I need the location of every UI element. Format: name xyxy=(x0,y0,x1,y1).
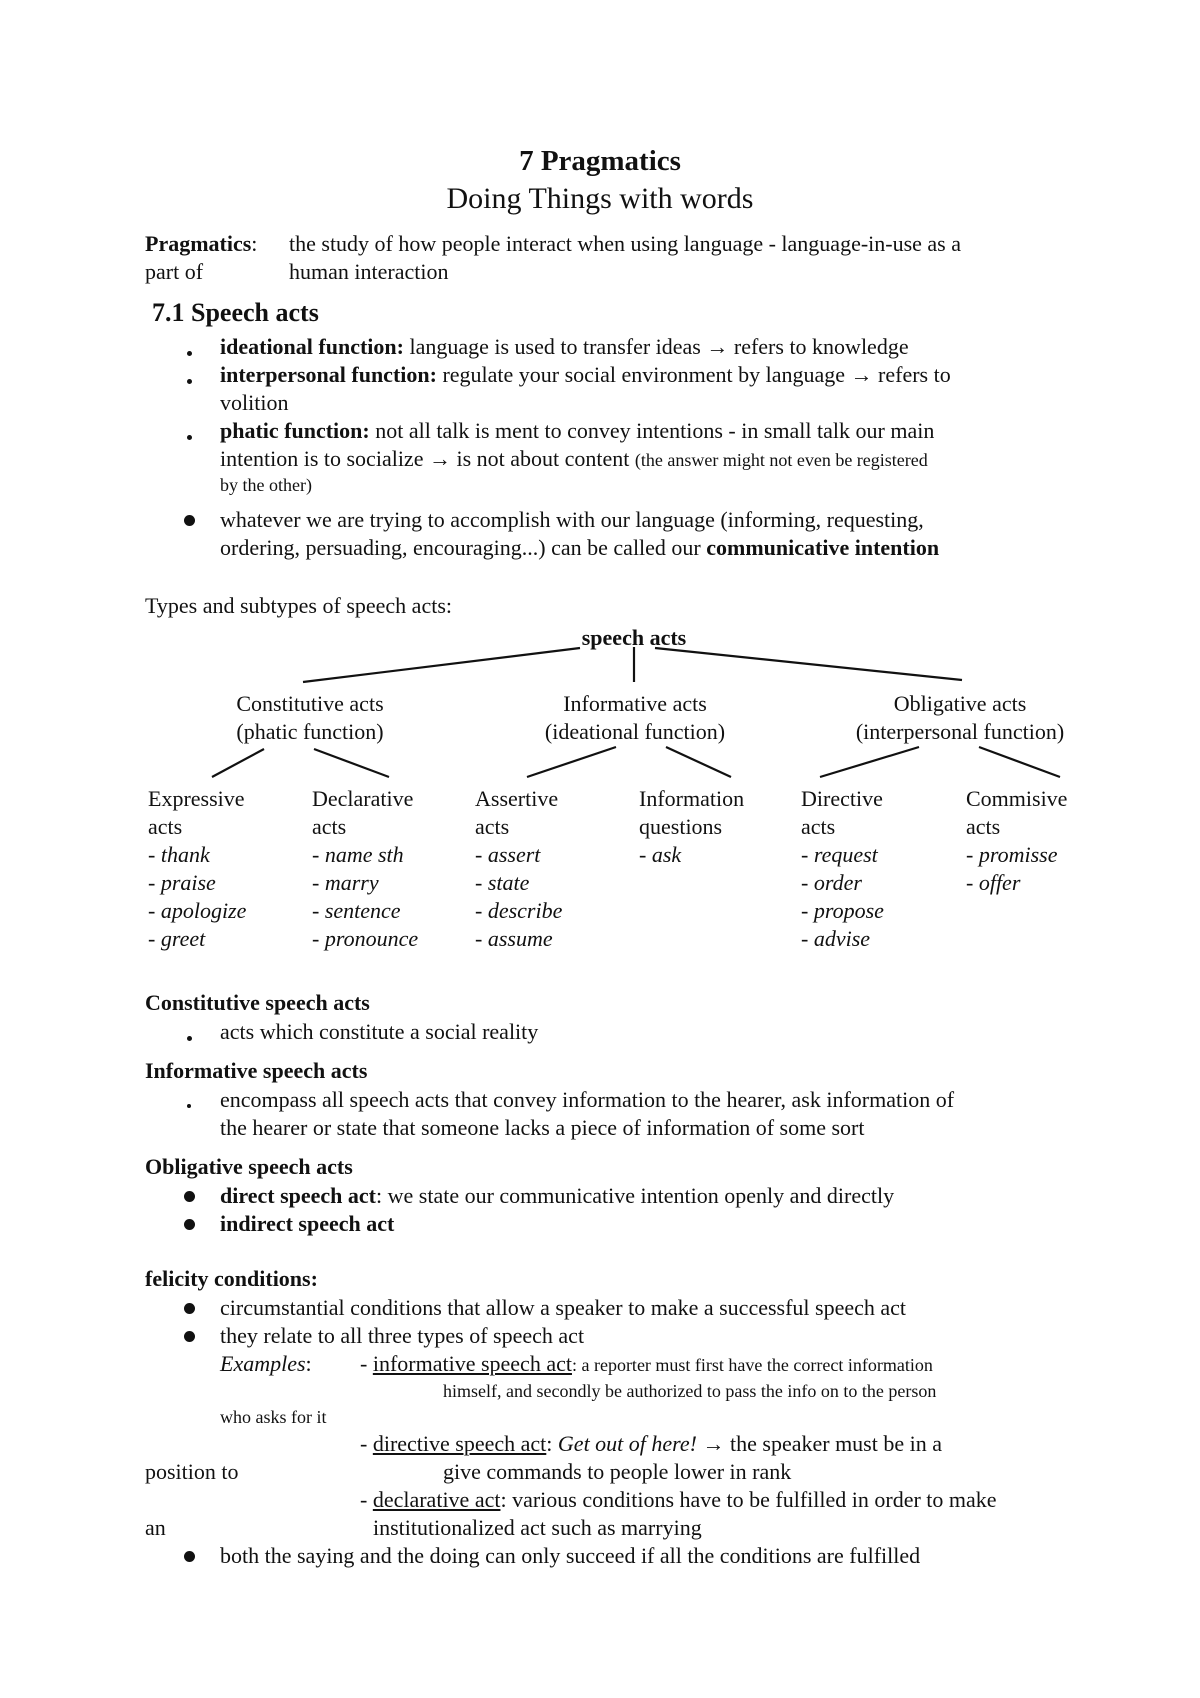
tree-line-obligative-right xyxy=(979,747,1060,777)
example-informative: - informative speech act: a reporter must first have the correct information xyxy=(360,1351,933,1376)
felicity-bullet2: they relate to all three types of speech act xyxy=(220,1323,585,1348)
example-directive: - directive speech act: Get out of here! → the speaker must be in a xyxy=(360,1431,943,1456)
function-item-interpersonal-line2: volition xyxy=(220,390,289,415)
leaf-item: - praise xyxy=(148,870,216,895)
tree-branch-obligative: Obligative acts xyxy=(893,691,1027,716)
felicity-bullet1: circumstantial conditions that allow a speaker to make a successful speech act xyxy=(220,1295,907,1320)
page-title: 7 Pragmatics xyxy=(519,145,681,177)
constitutive-bullet: acts which constitute a social reality xyxy=(220,1019,539,1044)
leaf-item: - state xyxy=(475,870,530,895)
obligative-indirect: indirect speech act xyxy=(220,1211,395,1236)
felicity-heading: felicity conditions: xyxy=(145,1266,318,1291)
example-informative-line3: who asks for it xyxy=(220,1407,327,1427)
tree-leaf-declarative: Declarative acts - name sth - marry - sentence - pronounce xyxy=(312,786,419,951)
tree-branch-informative-function: (ideational function) xyxy=(544,719,726,744)
leaf-item: - greet xyxy=(148,926,206,951)
section-heading: 7.1 Speech acts xyxy=(152,298,319,327)
examples-label: Examples: xyxy=(220,1351,312,1376)
tree-root: speech acts xyxy=(581,625,687,650)
leaf-item: - marry xyxy=(312,870,379,895)
leaf-item: - pronounce xyxy=(312,926,419,951)
tree-line-root-right xyxy=(655,648,962,680)
example-declarative-line2: institutionalized act such as marrying xyxy=(373,1515,702,1540)
tree-line-informative-right xyxy=(666,747,731,777)
tree-line-constitutive-right xyxy=(314,749,389,777)
bullet-dot-icon xyxy=(184,1331,195,1342)
tree-leaf-expressive: Expressive acts - thank - praise - apologize - greet xyxy=(148,786,247,951)
page-subtitle: Doing Things with words xyxy=(446,182,754,215)
definition-term: Pragmatics xyxy=(145,231,252,256)
leaf-item: - offer xyxy=(966,870,1021,895)
function-item-ideational: ideational function: language is used to transfer ideas → refers to knowledge xyxy=(220,334,909,359)
bullet-icon xyxy=(187,1104,191,1108)
definition-text-line2: human interaction xyxy=(289,259,449,284)
informative-line1: encompass all speech acts that convey information to the hearer, ask information of xyxy=(220,1087,955,1112)
definition-term-line: Pragmatics: xyxy=(145,231,258,256)
example-declarative: - declarative act: various conditions have to be fulfilled in order to make xyxy=(360,1487,997,1512)
leaf-item: - sentence xyxy=(312,898,401,923)
bullet-icon xyxy=(187,1036,192,1041)
function-item-phatic-line2: intention is to socialize → is not about content (the answer might not even be registered xyxy=(220,446,928,471)
obligative-heading: Obligative speech acts xyxy=(145,1154,353,1179)
informative-heading: Informative speech acts xyxy=(145,1058,368,1083)
tree-line-constitutive-left xyxy=(212,749,264,777)
tree-branch-informative: Informative acts xyxy=(563,691,707,716)
leaf-item: - thank xyxy=(148,842,210,867)
leaf-item: - propose xyxy=(801,898,884,923)
tree-line-obligative-left xyxy=(820,747,919,777)
tree-branch-constitutive-function: (phatic function) xyxy=(236,719,384,744)
example-directive-line2: give commands to people lower in rank xyxy=(443,1459,792,1484)
function-item-interpersonal: interpersonal function: regulate your social environment by language → refers to xyxy=(220,362,951,387)
leaf-item: - promisse xyxy=(966,842,1058,867)
leaf-item: - assert xyxy=(475,842,541,867)
definition-text-line1: the study of how people interact when using language - language-in-use as a xyxy=(289,231,962,256)
tree-branch-obligative-function: (interpersonal function) xyxy=(855,719,1065,744)
bullet-dot-icon xyxy=(184,1551,195,1562)
leaf-item: - order xyxy=(801,870,862,895)
tree-leaf-information-questions: Information questions - ask xyxy=(639,786,745,867)
leaf-item: - assume xyxy=(475,926,553,951)
constitutive-heading: Constitutive speech acts xyxy=(145,990,370,1015)
bullet-dot-icon xyxy=(184,1191,195,1202)
types-intro: Types and subtypes of speech acts: xyxy=(145,593,452,618)
leaf-item: - describe xyxy=(475,898,563,923)
tree-line-informative-left xyxy=(527,747,616,777)
bullet-dot-icon xyxy=(184,1303,195,1314)
function-item-phatic-line3: by the other) xyxy=(220,475,312,495)
example-directive-left: position to xyxy=(145,1459,239,1484)
felicity-bullet3: both the saying and the doing can only succeed if all the conditions are fulfilled xyxy=(220,1543,921,1568)
tree-line-root-left xyxy=(303,648,580,682)
definition-left-line2: part of xyxy=(145,259,204,284)
bullet-dot-icon xyxy=(184,1219,195,1230)
intention-line1: whatever we are trying to accomplish with our language (informing, requesting, xyxy=(220,507,924,532)
function-item-phatic: phatic function: not all talk is ment to convey intentions - in small talk our main xyxy=(220,418,935,443)
tree-leaf-commisive: Commisive acts - promisse - offer xyxy=(966,786,1068,895)
leaf-item: - name sth xyxy=(312,842,404,867)
leaf-item: - apologize xyxy=(148,898,247,923)
leaf-item: - ask xyxy=(639,842,682,867)
example-declarative-left: an xyxy=(145,1515,166,1540)
leaf-item: - request xyxy=(801,842,878,867)
tree-branch-constitutive: Constitutive acts xyxy=(236,691,384,716)
leaf-item: - advise xyxy=(801,926,871,951)
tree-leaf-assertive: Assertive acts - assert - state - describe - assume xyxy=(475,786,563,951)
informative-line2: the hearer or state that someone lacks a piece of information of some sort xyxy=(220,1115,865,1140)
intention-line2: ordering, persuading, encouraging...) can be called our communicative intention xyxy=(220,535,940,560)
example-informative-line2: himself, and secondly be authorized to pass the info on to the person xyxy=(443,1381,937,1401)
obligative-direct: direct speech act: we state our communicative intention openly and directly xyxy=(220,1183,895,1208)
tree-leaf-directive: Directive acts - request - order - propose - advise xyxy=(801,786,884,951)
